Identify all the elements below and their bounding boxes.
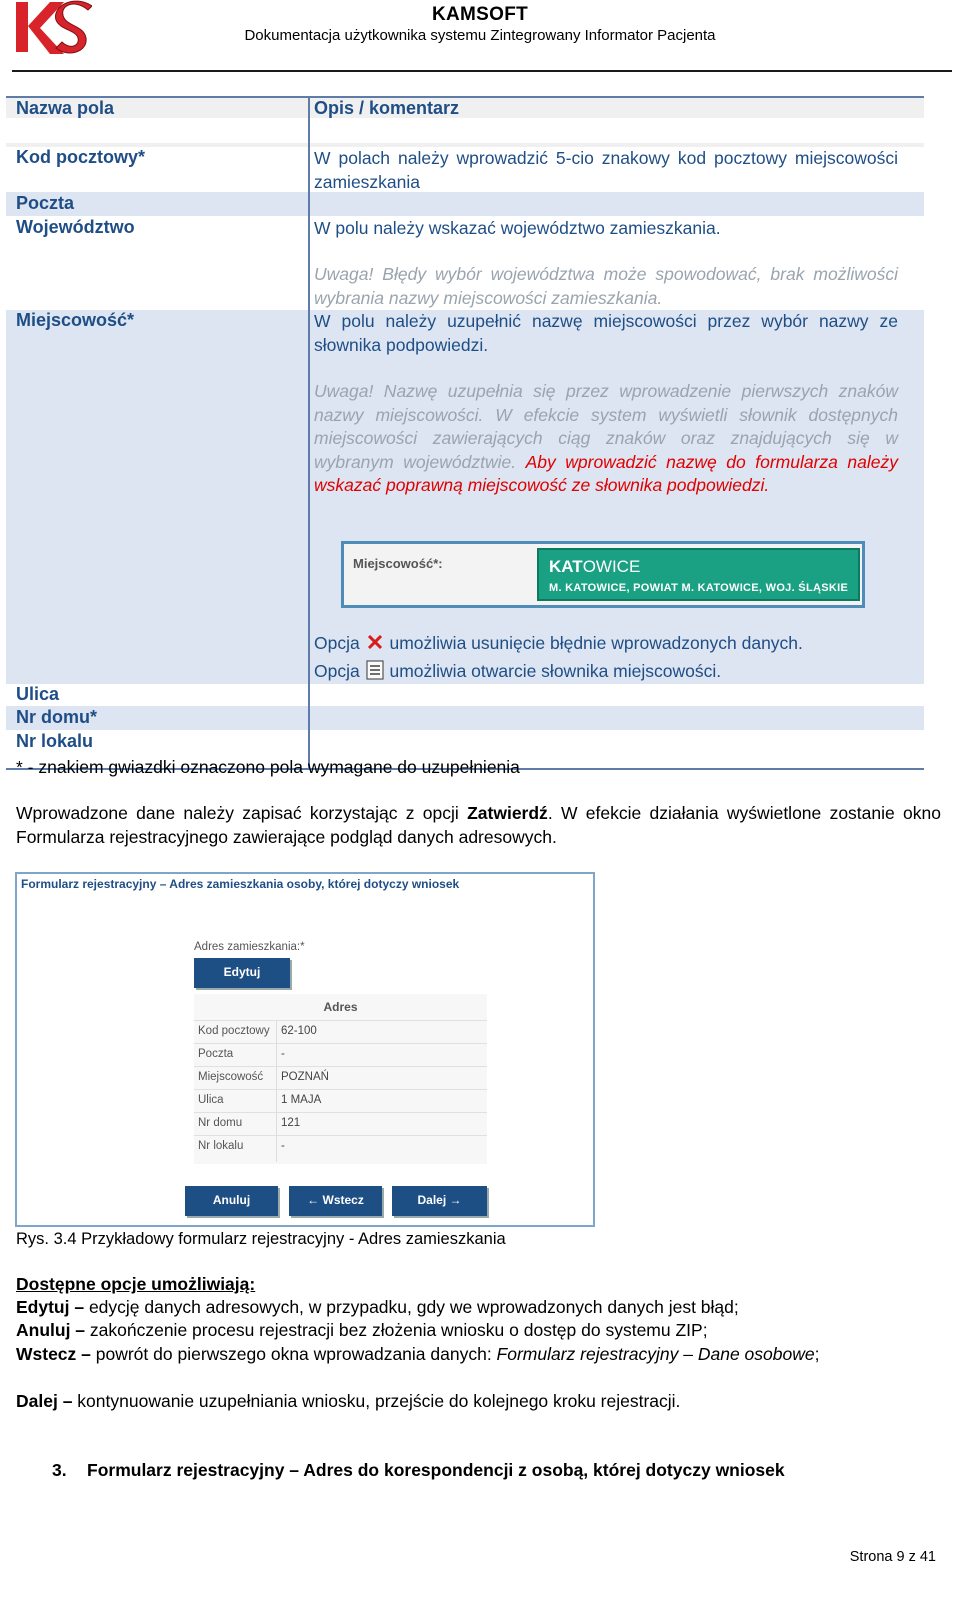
address-table-header: Adres [323, 1000, 358, 1014]
cancel-button[interactable]: Anuluj [185, 1186, 278, 1216]
paragraph-save: Wprowadzone dane należy zapisać korzystając z opcji Zatwierdź. W efekcie działania wyświetlone zostanie okno Formularza rejestracyjnego zawierające podgląd danych adresowych. [16, 803, 941, 847]
table-row: Kod pocztowy 62-100 [194, 1020, 487, 1042]
option-dalej: Dalej – kontynuowanie uzupełniania wniosku, przejście do kolejnego kroku rejestracji. [16, 1391, 681, 1411]
header-title: KAMSOFT [431, 4, 529, 25]
option-wstecz: Wstecz – powrót do pierwszego okna wprowadzania danych: Formularz rejestracyjny – Dane osobowe; [16, 1344, 820, 1364]
field-miejscowosc: Miejscowość* [16, 310, 135, 330]
form-title: Formularz rejestracyjny – Adres zamieszkania osoby, której dotyczy wniosek [21, 877, 460, 891]
suggestion-city: KATOWICE [549, 557, 641, 576]
option-clear-line [314, 632, 898, 656]
option-clear-text: umożliwia usunięcie błędnie wprowadzonych danych. [389, 633, 803, 653]
figure-caption: Rys. 3.4 Przykładowy formularz rejestracyjny - Adres zamieszkania [16, 1230, 506, 1248]
table-row: Miejscowość POZNAŃ [194, 1066, 487, 1088]
option-dictionary-text: umożliwia otwarcie słownika miejscowości. [389, 661, 722, 681]
note-wojewodztwo: Uwaga! Błędy wybór województwa może spowodować, brak możliwości wybrania nazwy miejscowości zamieszkania. [314, 264, 898, 308]
option-dictionary-line [314, 660, 898, 684]
dictionary-list-icon [365, 660, 385, 680]
address-table [194, 994, 487, 1164]
table-row: Ulica 1 MAJA [194, 1089, 487, 1111]
section-number: 3. [52, 1460, 67, 1480]
field-poczta: Poczta [16, 193, 75, 213]
clear-icon [365, 632, 385, 652]
field-ulica: Ulica [16, 684, 60, 704]
suggestion-full-name: M. KATOWICE, POWIAT M. KATOWICE, WOJ. ŚLĄSKIE [549, 582, 849, 594]
options-heading: Dostępne opcje umożliwiają: [16, 1274, 256, 1294]
desc-miejscowosc: W polu należy uzupełnić nazwę miejscowości przez wybór nazwy ze słownika podpowiedzi. [314, 311, 898, 355]
address-section-label: Adres zamieszkania:* [194, 941, 305, 953]
back-button[interactable]: ← Wstecz [289, 1186, 382, 1216]
required-note: * - znakiem gwiazdki oznaczono pola wymagane do uzupełnienia [16, 757, 520, 777]
note-miejscowosc-red: Aby wprowadzić nazwę do formularza należy wskazać poprawną miejscowość ze słownika podpowiedzi. [314, 451, 898, 495]
autocomplete-label: Miejscowość*: [353, 556, 443, 571]
table-row: Nr domu 121 [194, 1112, 487, 1134]
field-nr-lokalu: Nr lokalu [16, 731, 94, 751]
field-wojewodztwo: Województwo [16, 217, 135, 237]
page-number: Strona 9 z 41 [849, 1549, 936, 1565]
header-divider [12, 70, 952, 72]
desc-wojewodztwo: W polu należy wskazać województwo zamieszkania. [314, 218, 721, 238]
fields-table [6, 96, 924, 770]
option-edytuj: Edytuj – edycję danych adresowych, w przypadku, gdy we wprowadzonych danych jest błąd; [16, 1297, 739, 1317]
col-header-field: Nazwa pola [16, 98, 115, 118]
zatwierdz-ref: Zatwierdź [467, 803, 548, 823]
section-title: Formularz rejestracyjny – Adres do korespondencji z osobą, której dotyczy wniosek [87, 1460, 785, 1480]
miejscowosc-autocomplete-example [341, 541, 865, 608]
table-row: Nr lokalu - [194, 1135, 487, 1157]
note-miejscowosc [314, 380, 898, 498]
table-row: Poczta - [194, 1043, 487, 1065]
field-nr-domu: Nr domu* [16, 707, 97, 727]
next-button[interactable]: Dalej → [392, 1186, 487, 1216]
autocomplete-suggestion[interactable] [537, 548, 860, 601]
edit-button[interactable]: Edytuj [194, 958, 290, 988]
field-kod-pocztowy: Kod pocztowy* [16, 147, 145, 167]
registration-form-screenshot [15, 872, 595, 1227]
note-miejscowosc-grey: Uwaga! Nazwę uzupełnia się przez wprowadzenie pierwszych znaków nazwy miejscowości. W efekcie system wyświetli słownik dostępnych miejscowości zawierających ciąg znaków oraz znajdujących się w wybranym województwie. [314, 381, 898, 472]
col-header-desc: Opis / komentarz [314, 98, 460, 118]
header-subtitle: Dokumentacja użytkownika systemu Zintegrowany Informator Pacjenta [244, 27, 716, 44]
option-clear-prefix: Opcja [314, 633, 360, 653]
option-anuluj: Anuluj – zakończenie procesu rejestracji bez złożenia wniosku o dostęp do systemu ZIP; [16, 1320, 708, 1340]
option-dictionary-prefix: Opcja [314, 661, 360, 681]
desc-kod-pocztowy: W polach należy wprowadzić 5-cio znakowy kod pocztowy miejscowości zamieszkania [314, 148, 898, 192]
